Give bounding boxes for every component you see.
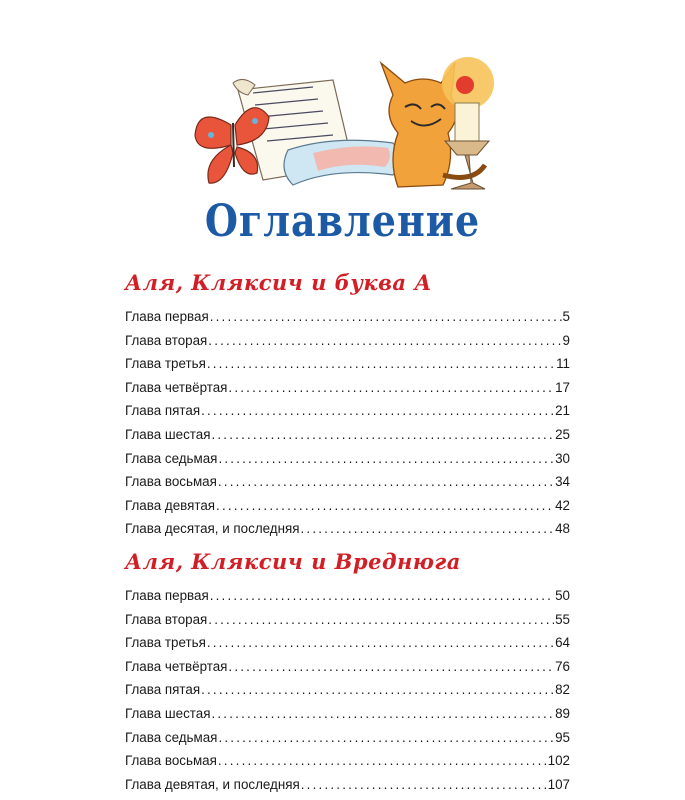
dot-leader <box>210 584 554 608</box>
toc-entry[interactable] <box>125 423 570 447</box>
toc-entry[interactable] <box>125 608 570 632</box>
toc-entry[interactable] <box>125 376 570 400</box>
contents-title: Оглавление <box>204 194 481 247</box>
dot-leader <box>201 399 554 423</box>
chapter-label: Глава первая <box>125 588 209 603</box>
toc-entry[interactable] <box>125 329 570 353</box>
page-number: 107 <box>547 776 570 792</box>
dot-leader <box>207 631 554 655</box>
toc-entry[interactable] <box>125 702 570 726</box>
chapter-label: Глава третья <box>125 635 206 651</box>
dot-leader <box>301 773 547 797</box>
dot-leader <box>208 329 561 353</box>
chapter-label: Глава вторая <box>125 332 208 348</box>
toc-entry[interactable] <box>125 470 570 494</box>
toc-entry[interactable] <box>125 773 570 797</box>
chapter-label: Глава восьмая <box>125 753 217 769</box>
dot-leader <box>207 352 555 376</box>
dot-leader <box>208 608 554 632</box>
chapter-label: Глава вторая <box>125 611 208 627</box>
chapter-label: Глава шестая <box>125 426 211 442</box>
page-number: 48 <box>555 521 570 537</box>
section-1 <box>125 269 570 541</box>
page-number: 95 <box>555 729 570 745</box>
page-number: 82 <box>555 682 570 698</box>
page-number: 5 <box>562 309 570 324</box>
toc-entry[interactable] <box>125 447 570 471</box>
chapter-label: Глава девятая, и последняя <box>125 776 300 792</box>
chapter-label: Глава третья <box>125 356 206 372</box>
dot-leader <box>210 305 562 329</box>
chapter-label: Глава седьмая <box>125 450 218 466</box>
page-number: 64 <box>555 635 570 651</box>
page-number: 25 <box>555 426 570 442</box>
chapter-label: Глава четвёртая <box>125 379 228 395</box>
page-number: 89 <box>555 705 570 721</box>
chapter-label: Глава шестая <box>125 705 211 721</box>
page-number: 76 <box>555 658 570 674</box>
toc-entry[interactable] <box>125 584 570 608</box>
dot-leader <box>218 749 547 773</box>
dot-leader <box>218 447 554 471</box>
toc-entry[interactable] <box>125 517 570 541</box>
toc-entry[interactable] <box>125 726 570 750</box>
dot-leader <box>301 517 555 541</box>
page-number: 102 <box>547 753 570 769</box>
page-number: 11 <box>556 356 570 372</box>
dot-leader <box>218 470 554 494</box>
page-number: 55 <box>555 611 570 627</box>
chapter-label: Глава десятая, и последняя <box>125 521 300 537</box>
chapter-label: Глава первая <box>125 309 209 324</box>
chapter-label: Глава девятая <box>125 497 216 513</box>
section-title: Аля, Кляксич и Вреднюга <box>125 549 461 574</box>
toc-entry[interactable] <box>125 305 570 329</box>
toc-entry[interactable] <box>125 352 570 376</box>
page-number: 17 <box>555 379 570 395</box>
dot-leader <box>228 376 554 400</box>
dot-leader <box>218 726 554 750</box>
chapter-label: Глава седьмая <box>125 729 218 745</box>
dot-leader <box>216 494 554 518</box>
chapter-label: Глава четвёртая <box>125 658 228 674</box>
toc-entry[interactable] <box>125 678 570 702</box>
page-number: 42 <box>555 497 570 513</box>
chapter-label: Глава пятая <box>125 682 201 698</box>
toc-entry[interactable] <box>125 399 570 423</box>
toc-entry[interactable] <box>125 631 570 655</box>
page-number: 34 <box>555 474 570 490</box>
section-2 <box>125 548 570 796</box>
toc-entry[interactable] <box>125 749 570 773</box>
page-number: 30 <box>555 450 570 466</box>
dot-leader <box>211 423 554 447</box>
section-title: Аля, Кляксич и буква А <box>125 270 432 295</box>
header-illustration <box>193 55 503 200</box>
chapter-label: Глава пятая <box>125 403 201 419</box>
dot-leader <box>201 678 554 702</box>
page-number: 50 <box>555 588 570 603</box>
page-number: 21 <box>555 403 570 419</box>
page-number: 9 <box>562 332 570 348</box>
toc-entry[interactable] <box>125 655 570 679</box>
dot-leader <box>228 655 554 679</box>
chapter-label: Глава восьмая <box>125 474 217 490</box>
toc-entry[interactable] <box>125 494 570 518</box>
dot-leader <box>211 702 554 726</box>
